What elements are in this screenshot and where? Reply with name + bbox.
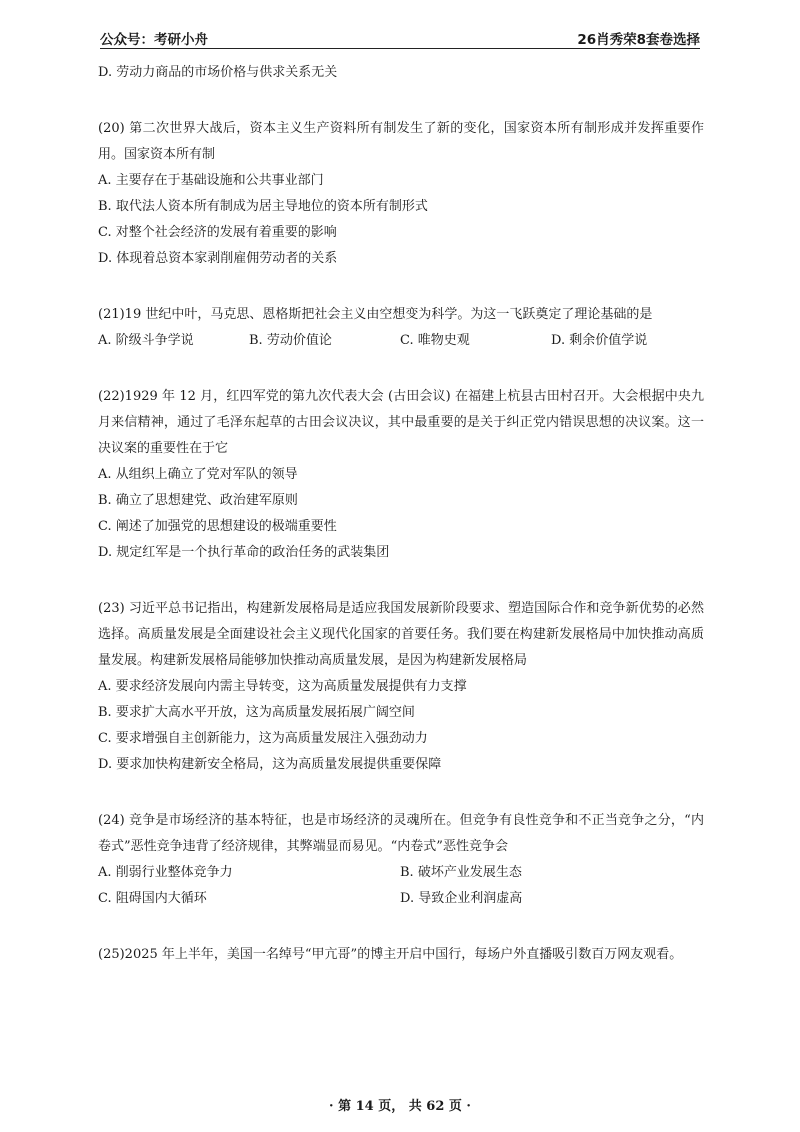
q25-stem: (25)2025 年上半年，美国一名绰号“甲亢哥”的博主开启中国行，每场户外直播吸引数百万网友观看。 [98,947,683,962]
page-footer: · 第 14 页， 共 62 页 · [329,1099,471,1114]
q20-option-b: B. 取代法人资本所有制成为居主导地位的资本所有制形式 [98,199,428,214]
q24-stem: (24) 竞争是市场经济的基本特征，也是市场经济的灵魂所在。但竞争有良性竞争和不正当竞争之分，“内卷式”恶性竞争违背了经济规律，其弊端显而易见。“内卷式”恶性竞争会 [98,813,704,854]
q22-option-b: B. 确立了思想建党、政治建军原则 [98,493,298,508]
q19-option-d: D. 劳动力商品的市场价格与供求关系无关 [98,65,338,80]
q24-option-d: D. 导致企业利润虚高 [400,891,523,906]
q21-option-b: B. 劳动价值论 [249,333,332,348]
q20-option-a: A. 主要存在于基础设施和公共事业部门 [98,173,324,188]
q20-option-d: D. 体现着总资本家剥削雇佣劳动者的关系 [98,251,338,266]
q21-options [98,328,704,354]
q24-option-c: C. 阻碍国内大循环 [98,891,207,906]
page-content [98,60,704,968]
q24-option-b: B. 破坏产业发展生态 [400,865,522,880]
q20-option-c: C. 对整个社会经济的发展有着重要的影响 [98,225,337,240]
header-left-text: 公众号：考研小舟 [100,32,208,48]
q22-option-c: C. 阐述了加强党的思想建设的极端重要性 [98,519,337,534]
q22-option-a: A. 从组织上确立了党对军队的领导 [98,467,298,482]
q23-option-c: C. 要求增强自主创新能力，这为高质量发展注入强劲动力 [98,731,428,746]
q23-option-a: A. 要求经济发展向内需主导转变，这为高质量发展提供有力支撑 [98,679,467,694]
q23-option-b: B. 要求扩大高水平开放，这为高质量发展拓展广阔空间 [98,705,415,720]
q23-stem: (23) 习近平总书记指出，构建新发展格局是适应我国发展新阶段要求、塑造国际合作和竞争新优势的必然选择。高质量发展是全面建设社会主义现代化国家的首要任务。我们要在构建新发展格局中加快推动高质量发展。构建新发展格局能够加快推动高质量发展，是因为构建新发展格局 [98,601,704,668]
q21-option-d: D. 剩余价值学说 [551,333,648,348]
q24-option-a: A. 削弱行业整体竞争力 [98,865,233,880]
q21-stem: (21)19 世纪中叶，马克思、恩格斯把社会主义由空想变为科学。为这一飞跃奠定了理论基础的是 [98,307,653,322]
q24-options-row-1 [98,860,704,886]
page-header [100,26,700,49]
q20-stem: (20) 第二次世界大战后，资本主义生产资料所有制发生了新的变化，国家资本所有制形成并发挥重要作用。国家资本所有制 [98,121,704,162]
q23-option-d: D. 要求加快构建新安全格局，这为高质量发展提供重要保障 [98,757,442,772]
q22-option-d: D. 规定红军是一个执行革命的政治任务的武装集团 [98,545,390,560]
q21-option-a: A. 阶级斗争学说 [98,333,194,348]
q21-option-c: C. 唯物史观 [400,333,470,348]
header-right-text: 26肖秀荣8套卷选择 [577,32,700,48]
q24-options-row-2 [98,886,704,912]
q22-stem: (22)1929 年 12 月，红四军党的第九次代表大会 (古田会议) 在福建上杭县古田村召开。大会根据中央九月来信精神，通过了毛泽东起草的古田会议决议，其中最重要的是关于纠正党内错误思想的决议案。这一决议案的重要性在于它 [98,389,704,456]
